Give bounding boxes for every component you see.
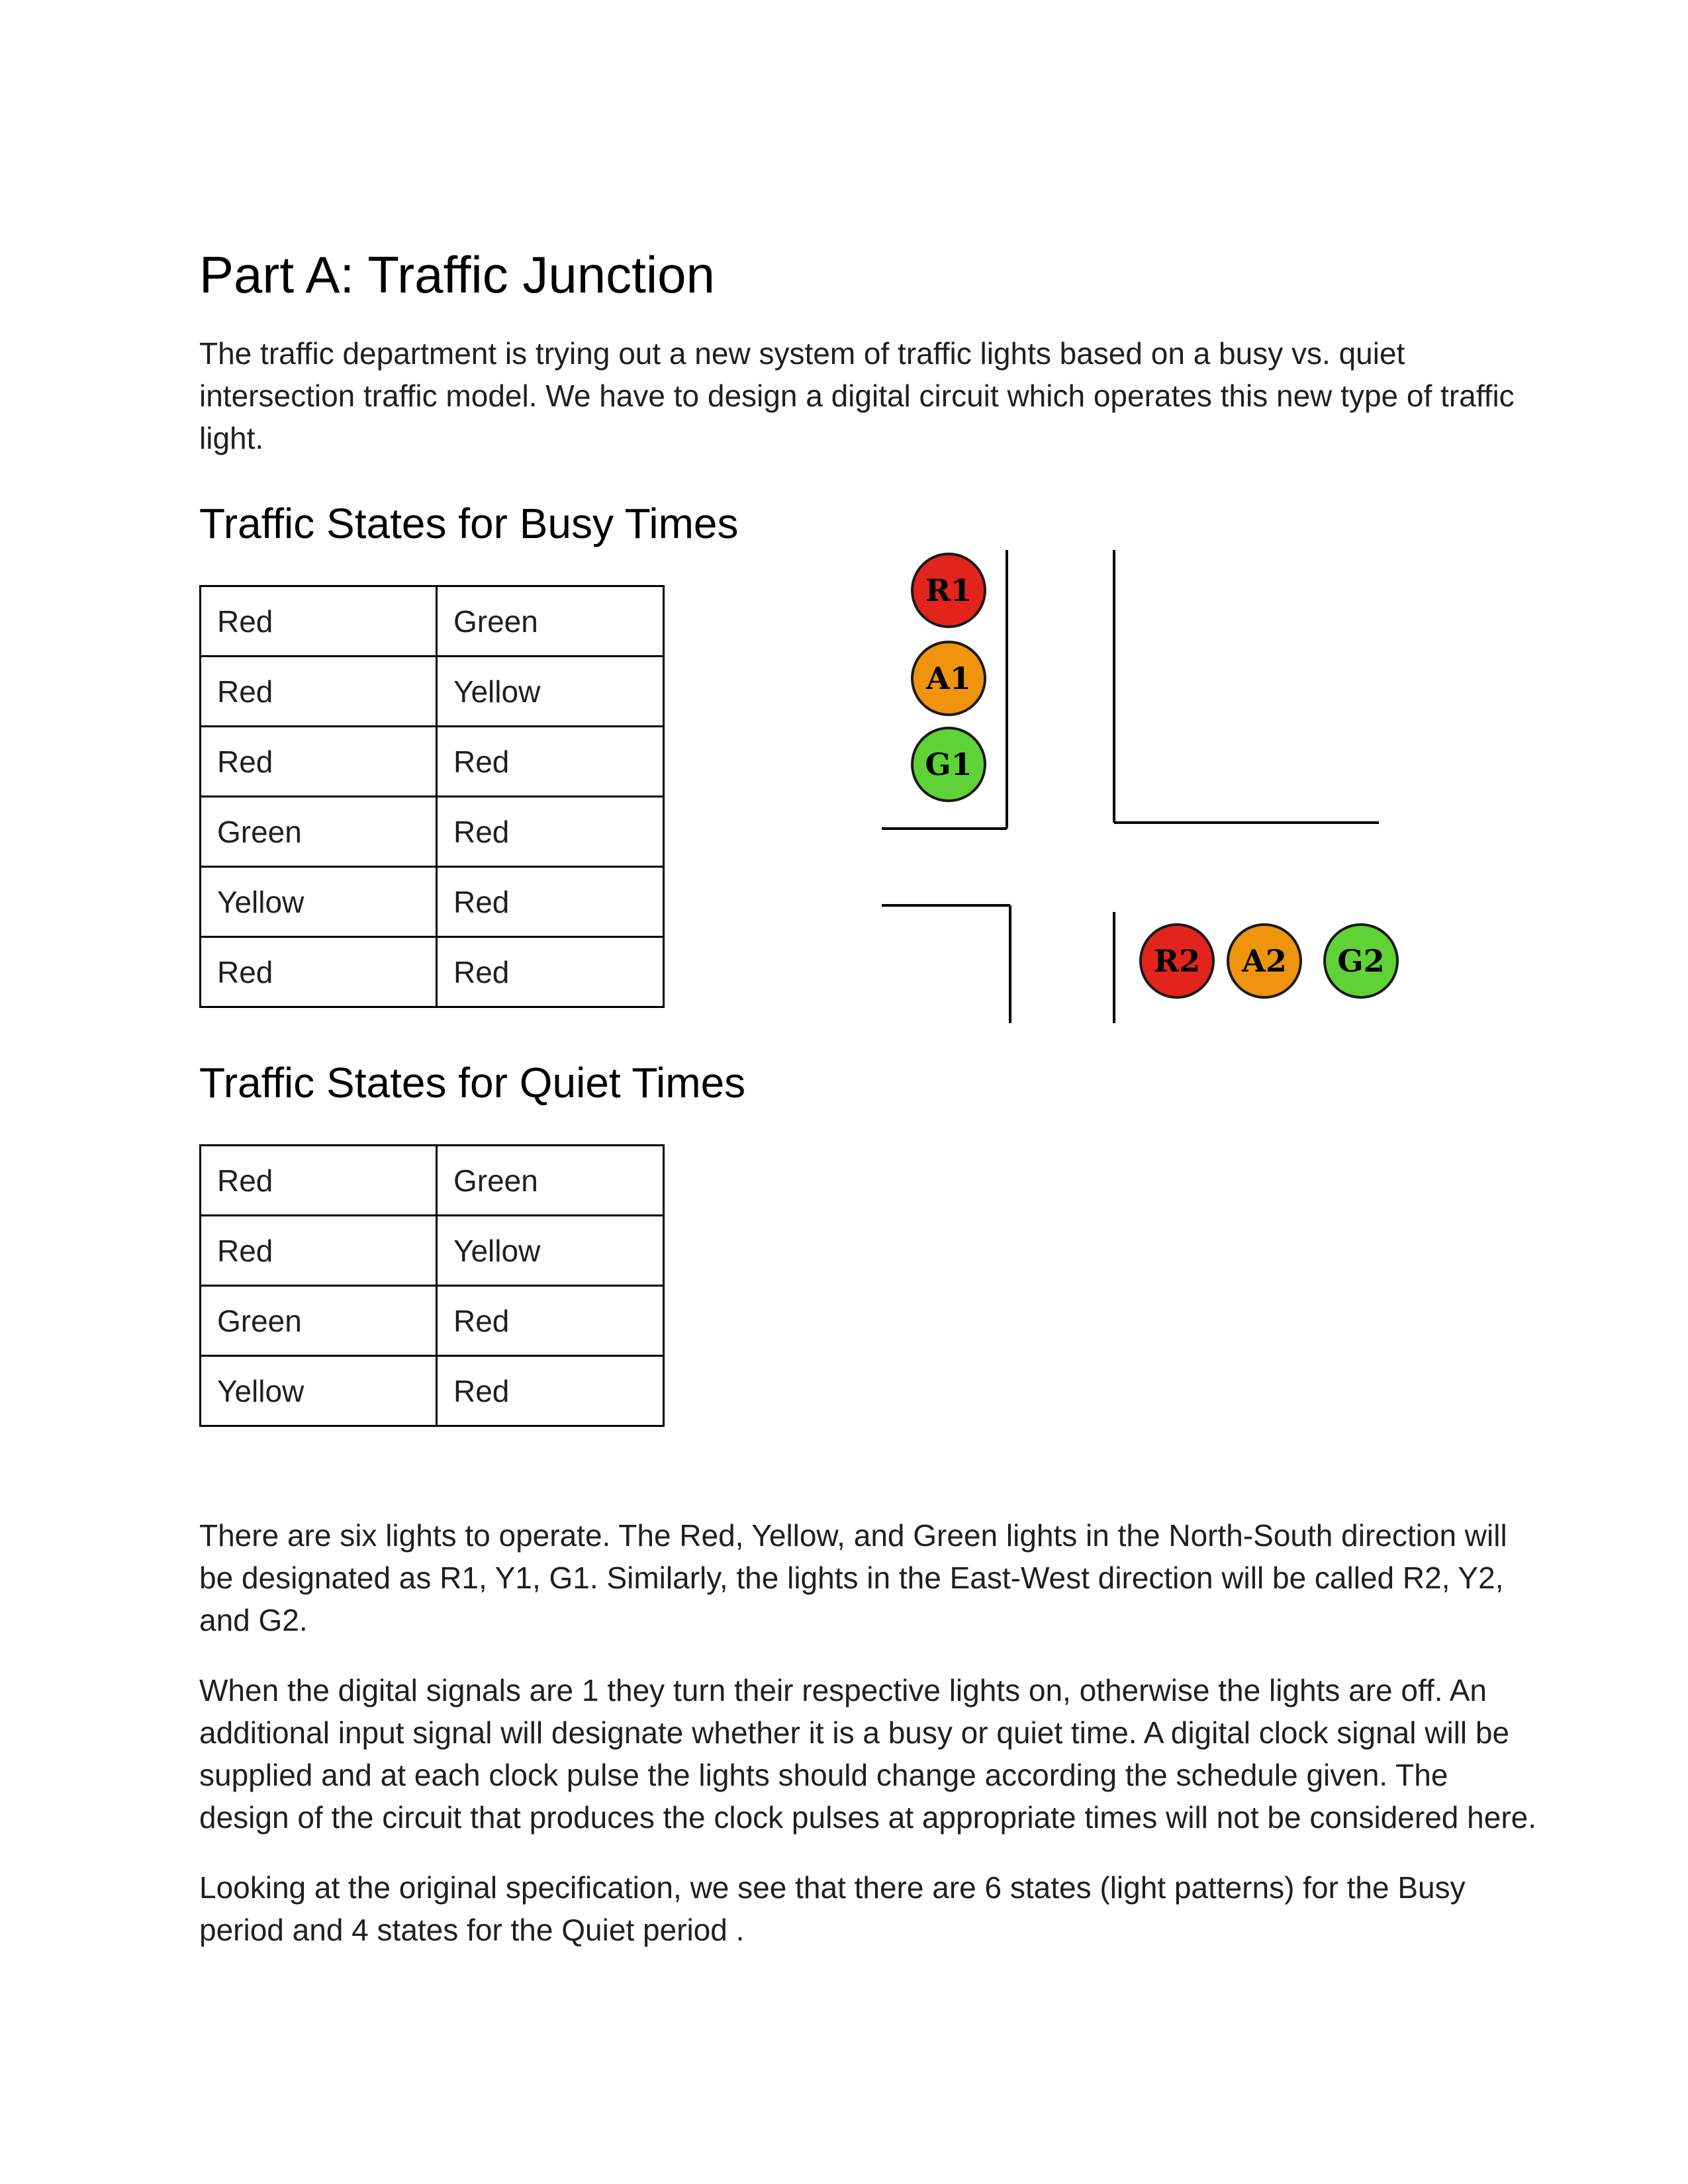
ew-state-cell: Green bbox=[437, 1146, 664, 1216]
table-row bbox=[201, 937, 664, 1007]
page-title: Part A: Traffic Junction bbox=[199, 246, 715, 304]
light-a2 bbox=[1228, 925, 1301, 997]
table-row bbox=[201, 1356, 664, 1426]
ew-state-cell: Red bbox=[437, 727, 664, 797]
quiet-times-heading: Traffic States for Quiet Times bbox=[199, 1059, 746, 1107]
busy-states-table bbox=[199, 585, 665, 1008]
light-r2 bbox=[1141, 925, 1213, 997]
busy-times-heading: Traffic States for Busy Times bbox=[199, 500, 739, 547]
ns-state-cell: Red bbox=[201, 727, 437, 797]
light-g2 bbox=[1325, 925, 1397, 997]
table-row bbox=[201, 586, 664, 657]
intro-paragraph: The traffic department is trying out a new system of traffic lights based on a busy vs. quiet intersection traffic model. We have to design a digital circuit which operates this new type of traffic light. bbox=[199, 336, 1515, 455]
ew-state-cell: Red bbox=[437, 1286, 664, 1356]
table-row bbox=[201, 797, 664, 867]
light-label: R1 bbox=[925, 572, 972, 608]
signals-paragraph: When the digital signals are 1 they turn their respective lights on, otherwise the lights are off. An additional input signal will designate whether it is a busy or quiet time. A digital clock signal will be supplied and at each clock pulse the lights should change according the schedule given. The design of the circuit that produces the clock pulses at appropriate times will not be considered here. bbox=[199, 1673, 1537, 1835]
light-g1 bbox=[912, 728, 985, 801]
table-row bbox=[201, 1286, 664, 1356]
ns-state-cell: Yellow bbox=[201, 867, 437, 937]
light-label: G1 bbox=[925, 747, 972, 782]
table-row bbox=[201, 1216, 664, 1286]
intersection-diagram bbox=[867, 539, 1417, 1029]
table-row bbox=[201, 657, 664, 727]
table-row bbox=[201, 867, 664, 937]
quiet-states-table bbox=[199, 1144, 665, 1427]
table-row bbox=[201, 727, 664, 797]
light-label: A2 bbox=[1242, 943, 1287, 979]
states-count-paragraph: Looking at the original specification, we see that there are 6 states (light patterns) for the Busy period and 4 states for the Quiet period . bbox=[199, 1870, 1466, 1947]
ew-state-cell: Yellow bbox=[437, 1216, 664, 1286]
ew-state-cell: Green bbox=[437, 586, 664, 657]
ns-state-cell: Red bbox=[201, 937, 437, 1007]
light-label: R2 bbox=[1153, 943, 1201, 979]
lights-naming-paragraph: There are six lights to operate. The Red, Yellow, and Green lights in the North-South direction will be designated as R1, Y1, G1. Similarly, the lights in the East-West direction will be called R2, Y2, and G2. bbox=[199, 1518, 1507, 1637]
table-row bbox=[201, 1146, 664, 1216]
ew-state-cell: Red bbox=[437, 867, 664, 937]
light-r1 bbox=[912, 554, 985, 627]
ns-state-cell: Yellow bbox=[201, 1356, 437, 1426]
ns-state-cell: Green bbox=[201, 797, 437, 867]
ns-state-cell: Red bbox=[201, 1216, 437, 1286]
ns-state-cell: Green bbox=[201, 1286, 437, 1356]
light-a1 bbox=[912, 642, 985, 715]
ns-state-cell: Red bbox=[201, 657, 437, 727]
ns-state-cell: Red bbox=[201, 1146, 437, 1216]
ns-state-cell: Red bbox=[201, 586, 437, 657]
ew-state-cell: Red bbox=[437, 1356, 664, 1426]
ew-state-cell: Red bbox=[437, 797, 664, 867]
light-label: G2 bbox=[1337, 943, 1385, 979]
ew-state-cell: Red bbox=[437, 937, 664, 1007]
ew-state-cell: Yellow bbox=[437, 657, 664, 727]
light-label: A1 bbox=[926, 660, 971, 696]
